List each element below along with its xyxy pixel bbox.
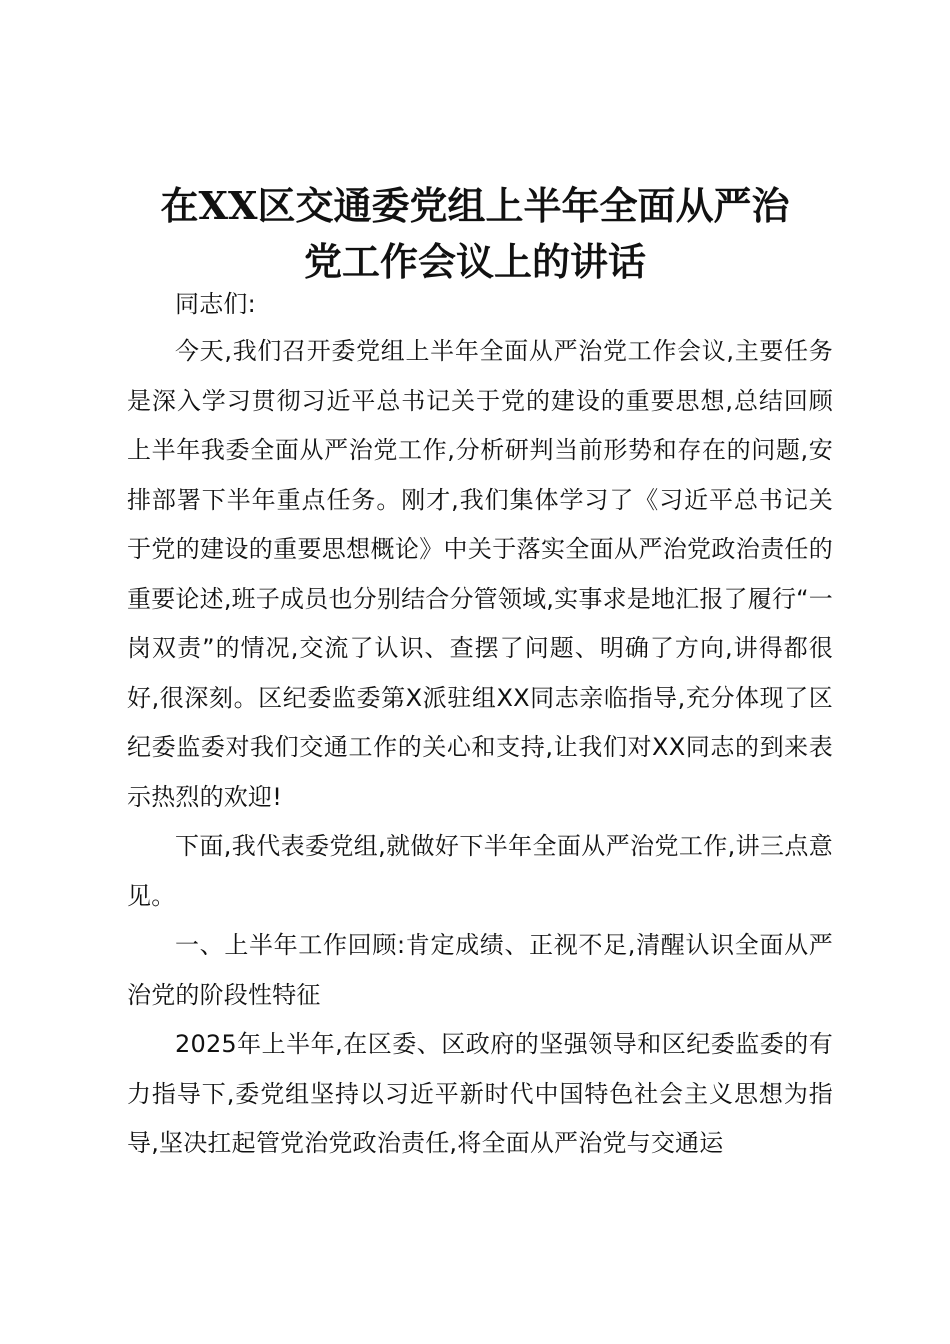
speech-body	[127, 281, 833, 1169]
salutation: 同志们:	[175, 290, 256, 318]
speech-title	[100, 178, 850, 290]
paragraph-intro: 今天,我们召开委党组上半年全面从严治党工作会议,主要任务是深入学习贯彻习近平总书记关于党的建设的重要思想,总结回顾上半年我委全面从严治党工作,分析研判当前形势和存在的问题,安排部署下半年重点任务。刚才,我们集体学习了《习近平总书记关于党的建设的重要思想概论》中关于落实全面从严治党政治责任的重要论述,班子成员也分别结合分管领域,实事求是地汇报了履行“一岗双责”的情况,交流了认识、查摆了问题、明确了方向,讲得都很好,很深刻。区纪委监委第X派驻组XX同志亲临指导,充分体现了区纪委监委对我们交通工作的关心和支持,让我们对XX同志的到来表示热烈的欢迎!	[127, 337, 833, 811]
section-heading-1: 一、上半年工作回顾:肯定成绩、正视不足,清醒认识全面从严治党的阶段性特征	[127, 931, 833, 1009]
title-line-2: 党工作会议上的讲话	[303, 239, 646, 284]
title-line-1: 在XX区交通委党组上半年全面从严治	[160, 183, 790, 228]
paragraph-outline: 下面,我代表委党组,就做好下半年全面从严治党工作,讲三点意见。	[127, 832, 833, 910]
paragraph-review: 2025年上半年,在区委、区政府的坚强领导和区纪委监委的有力指导下,委党组坚持以习近平新时代中国特色社会主义思想为指导,坚决扛起管党治党政治责任,将全面从严治党与交通运	[127, 1030, 833, 1157]
